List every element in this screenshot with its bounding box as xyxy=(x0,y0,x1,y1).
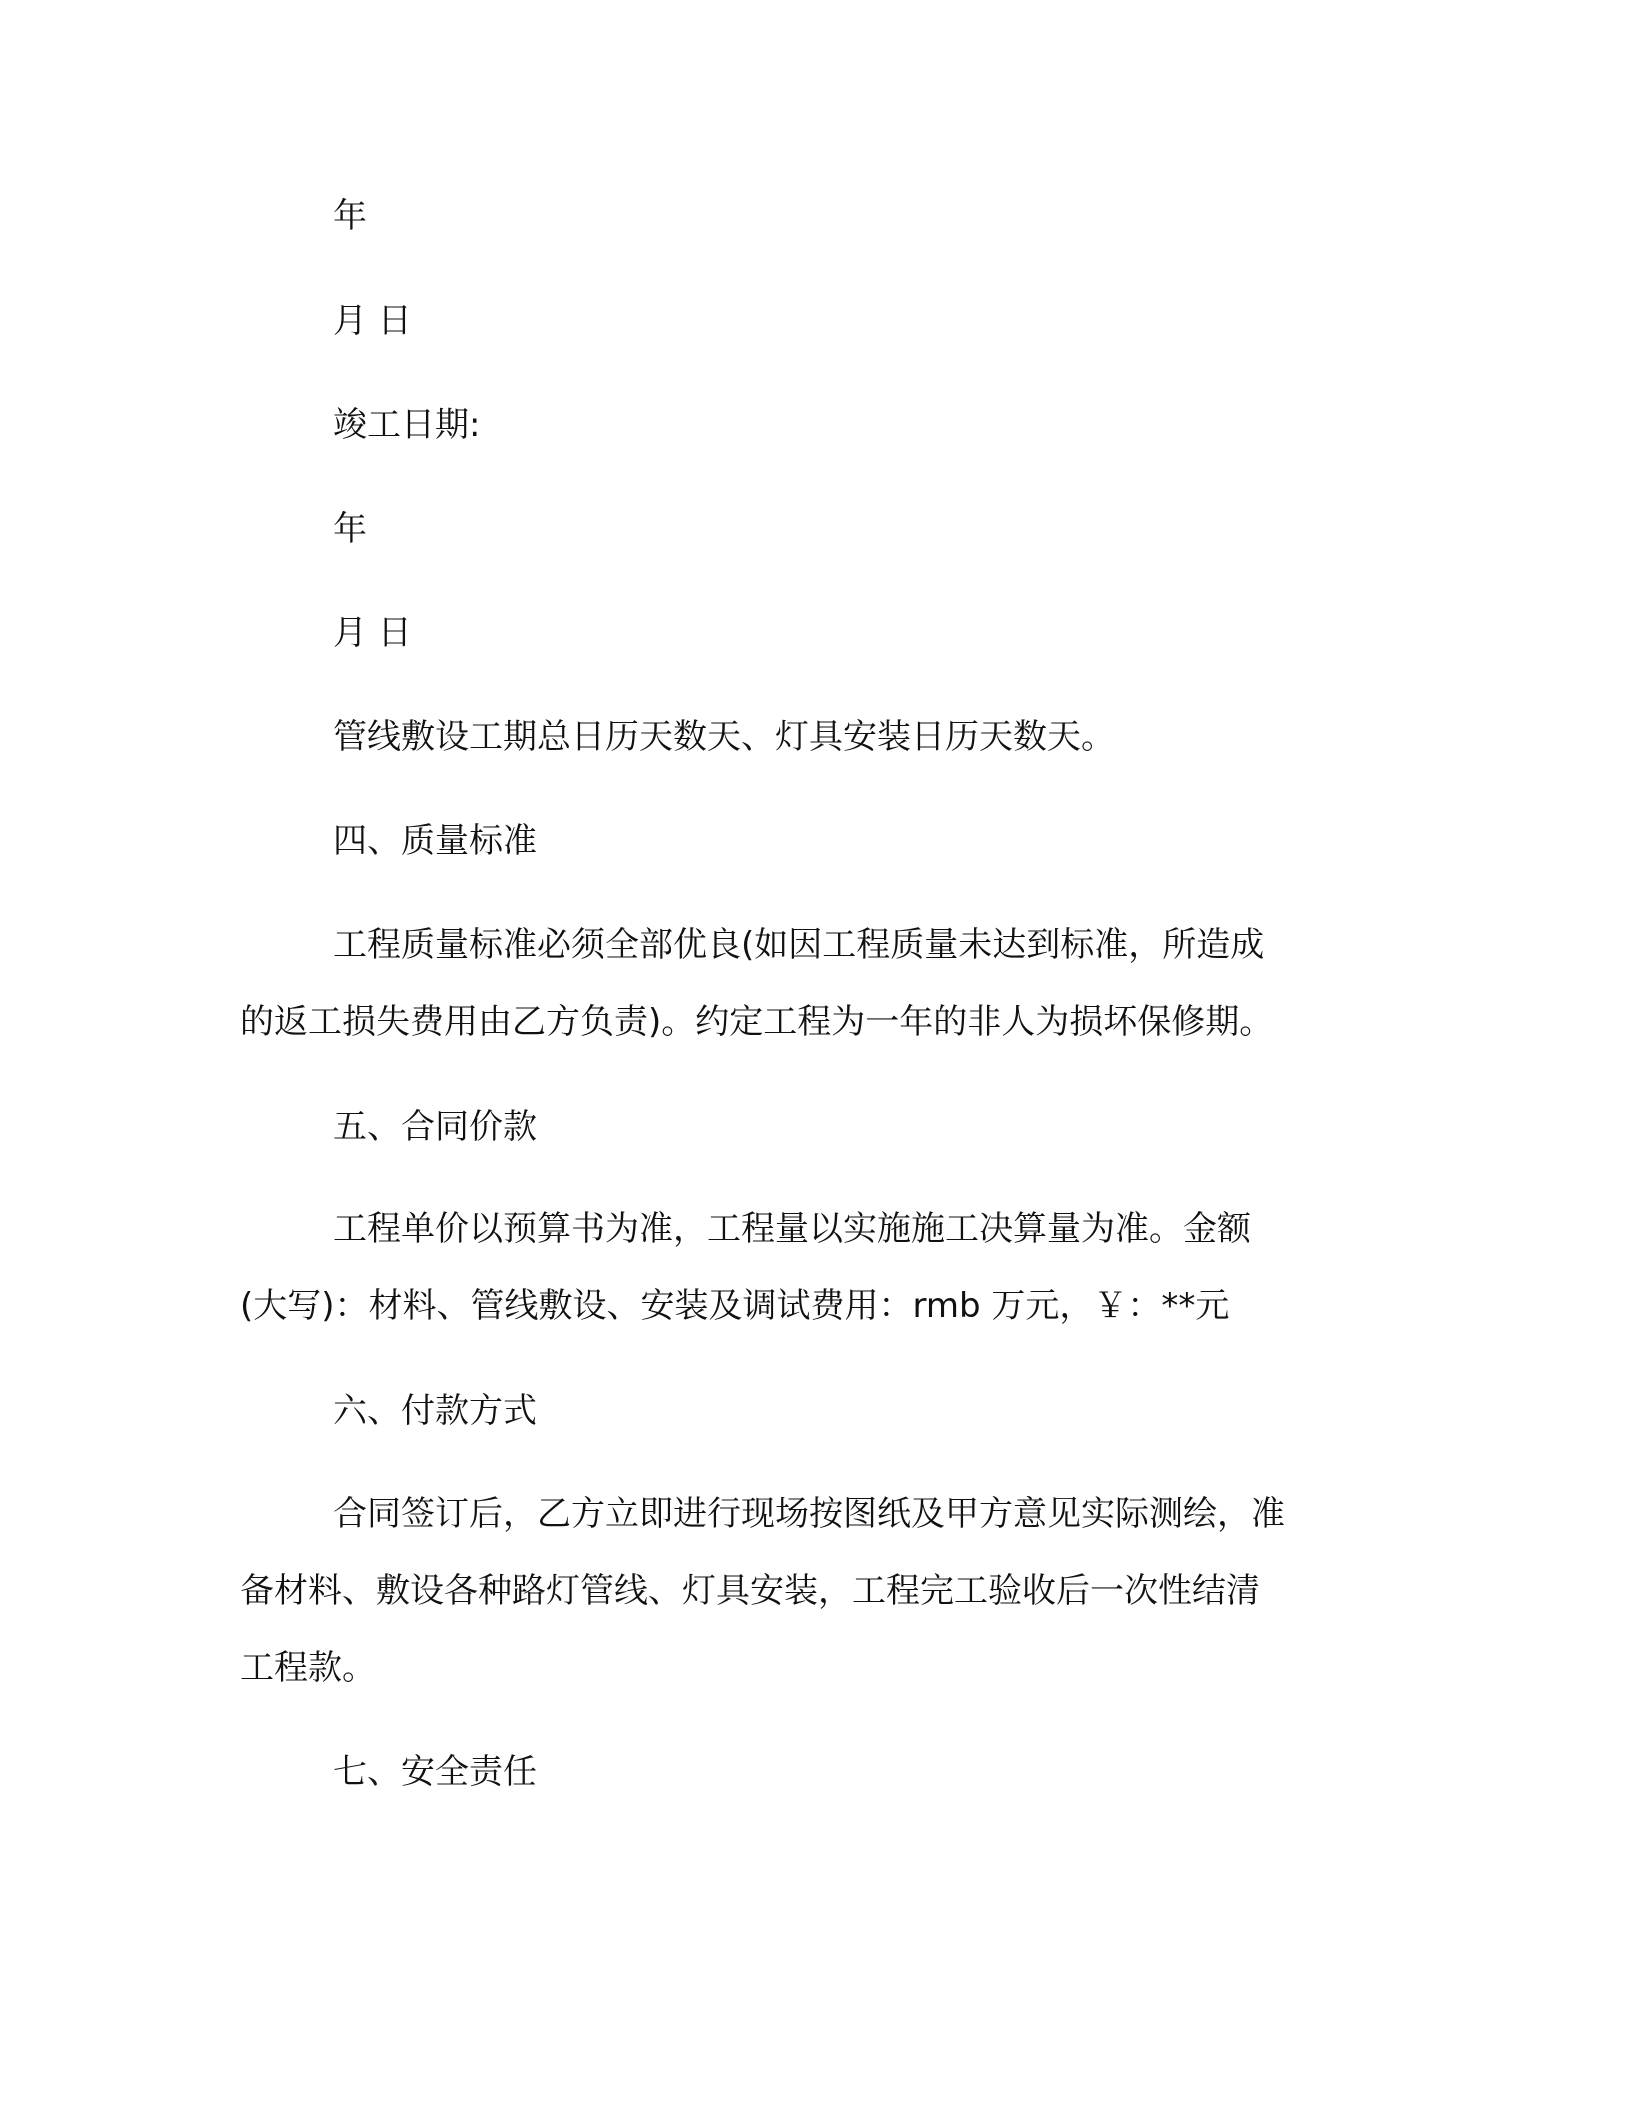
start-date-month-day-label: 月 日 xyxy=(333,301,412,341)
safety-responsibility-heading: 七、安全责任 xyxy=(333,1752,537,1792)
start-date-year-label: 年 xyxy=(333,196,367,236)
completion-date-month-day-label: 月 日 xyxy=(333,613,412,653)
quality-standard-heading: 四、质量标准 xyxy=(333,821,537,861)
completion-date-year-label: 年 xyxy=(333,509,367,549)
contract-price-text-line-2: (大写)：材料、管线敷设、安装及调试费用：rmb 万元，￥：**元 xyxy=(240,1286,1230,1326)
payment-method-text-line-1: 合同签订后，乙方立即进行现场按图纸及甲方意见实际测绘，准 xyxy=(333,1494,1285,1534)
contract-price-text-line-1: 工程单价以预算书为准，工程量以实施施工决算量为准。金额 xyxy=(333,1209,1251,1249)
payment-method-heading: 六、付款方式 xyxy=(333,1391,537,1431)
quality-standard-text-line-2: 的返工损失费用由乙方负责)。约定工程为一年的非人为损坏保修期。 xyxy=(240,1002,1274,1042)
contract-price-heading: 五、合同价款 xyxy=(333,1107,537,1147)
payment-method-text-line-3: 工程款。 xyxy=(240,1648,376,1688)
construction-period-text: 管线敷设工期总日历天数天、灯具安装日历天数天。 xyxy=(333,717,1115,757)
payment-method-text-line-2: 备材料、敷设各种路灯管线、灯具安装，工程完工验收后一次性结清 xyxy=(240,1571,1260,1611)
quality-standard-text-line-1: 工程质量标准必须全部优良(如因工程质量未达到标准，所造成 xyxy=(333,925,1265,965)
completion-date-label: 竣工日期: xyxy=(333,405,481,445)
